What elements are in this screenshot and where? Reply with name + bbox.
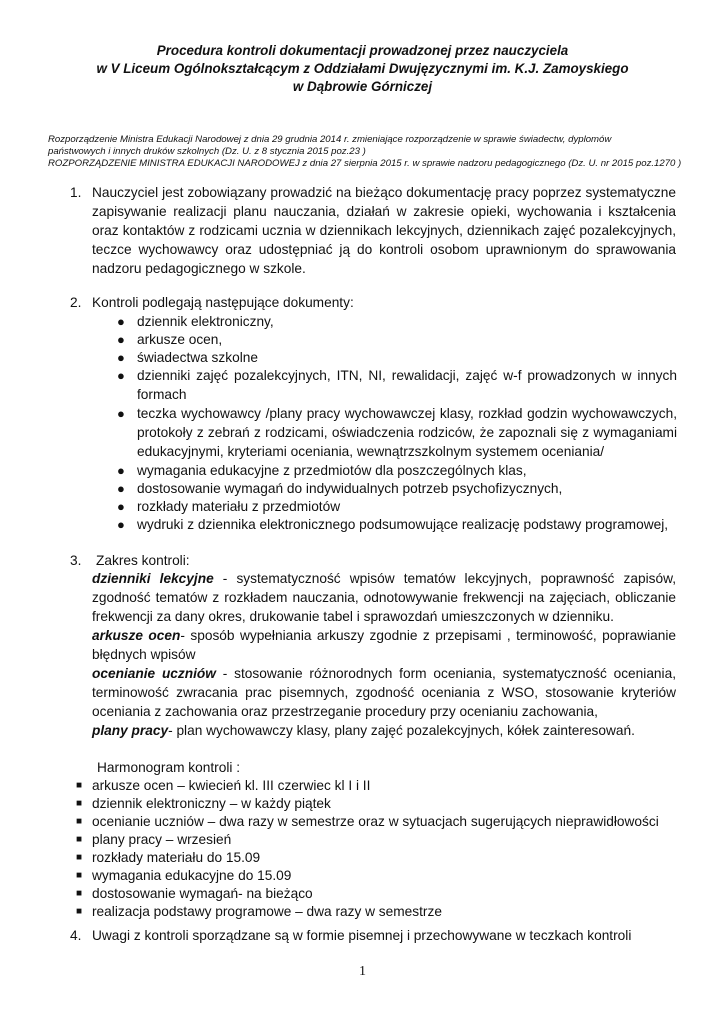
title-line-2: w V Liceum Ogólnokształcącym z Oddziałami Dwujęzycznymi im. K.J. Zamoyskiego (96, 61, 629, 76)
title-line-3: w Dąbrowie Górniczej (292, 79, 433, 94)
list-item: dzienniki zajęć pozalekcyjnych, ITN, NI, rewalidacji, zajęć w-f prowadzonych w innych formach (137, 368, 677, 402)
reference-line-1: Rozporządzenie Ministra Edukacji Narodowej z dnia 29 grudnia 2014 r. zmieniające rozporządzenie w sprawie świadectw, dyplomów (48, 134, 612, 145)
square-bullet-icon: ■ (76, 906, 83, 917)
scope-ocenianie (92, 664, 676, 721)
reference-line-2: państwowych i innych druków szkolnych (Dz. U. z 8 stycznia 2015 poz.23 ) (48, 146, 366, 158)
schedule-item: plany pracy – wrzesień (92, 832, 232, 847)
square-bullet-icon: ■ (76, 834, 83, 845)
scope-keyword: arkusze ocen (92, 628, 181, 643)
scope-keyword: plany pracy (92, 723, 169, 738)
square-bullet-icon: ■ (76, 852, 83, 863)
schedule-item: ocenianie uczniów – dwa razy w semestrze oraz w sytuacjach sugerujących nieprawidłowości (92, 814, 659, 829)
square-bullet-icon: ■ (76, 780, 83, 791)
square-bullet-icon: ■ (76, 888, 83, 899)
bullet-icon: ● (117, 481, 125, 496)
bullet-icon: ● (117, 463, 125, 478)
list-item: rozkłady materiału z przedmiotów (137, 499, 341, 514)
bullet-icon: ● (117, 517, 125, 532)
bullet-icon: ● (117, 332, 125, 347)
section-4-text: Uwagi z kontroli sporządzane są w formie pisemnej i przechowywane w teczkach kontroli (92, 928, 632, 943)
section-3-heading: Zakres kontroli: (96, 553, 190, 568)
reference-line-3: ROZPORZĄDZENIE MINISTRA EDUKACJI NARODOWEJ z dnia 27 sierpnia 2015 r. w sprawie nadzoru pedagogicznego (Dz. U. nr 2015 poz.1270 ) (48, 158, 682, 170)
scope-description: - systematyczność wpisów tematów lekcyjnych, poprawność zapisów, zgodność tematów z rozkładem nauczania, odnotowywanie frekwencji na zajęciach, obliczanie frekwencji za dany okres, drukowanie tabel i sprawozdań umieszczonych w dzienniku. (92, 571, 676, 624)
bullet-icon: ● (117, 368, 125, 383)
list-item: świadectwa szkolne (137, 350, 258, 365)
scope-keyword: dzienniki lekcyjne (92, 571, 214, 586)
section-2-intro: Kontroli podlegają następujące dokumenty: (92, 295, 354, 310)
square-bullet-icon: ■ (76, 816, 83, 827)
schedule-heading: Harmonogram kontroli : (97, 760, 241, 775)
list-item: teczka wychowawcy /plany pracy wychowawczej klasy, rozkład godzin wychowawczych, protokoły z zebrań z rodzicami, oświadczenia rodziców, że zapoznali się z wymaganiami edukacyjnymi, kryteriami oceniania, wewnątrzszkolnym systemem oceniania/ (137, 406, 677, 459)
scope-arkusze (92, 626, 676, 664)
schedule-item: arkusze ocen – kwiecień kl. III czerwiec kl I i II (92, 778, 371, 793)
list-item: wymagania edukacyjne z przedmiotów dla poszczególnych klas, (137, 463, 527, 478)
title-line-1: Procedura kontroli dokumentacji prowadzonej przez nauczyciela (156, 43, 569, 58)
square-bullet-icon: ■ (76, 870, 83, 881)
legal-references (48, 134, 688, 171)
bullet-icon: ● (117, 350, 125, 365)
schedule-item: realizacja podstawy programowe – dwa razy w semestrze (92, 904, 442, 919)
page-number: 1 (359, 964, 366, 979)
scope-description: - stosowanie różnorodnych form oceniania, systematyczność oceniania, terminowość zwracania prac pisemnych, zgodność oceniania z WSO, stosowanie kryteriów oceniania z zachowania oraz przestrzeganie procedury przy ocenianiu zachowania, (92, 666, 676, 719)
scope-description: - sposób wypełniania arkuszy zgodnie z przepisami , terminowość, poprawianie błędnych wpisów (92, 628, 676, 662)
list-item: wydruki z dziennika elektronicznego podsumowujące realizację podstawy programowej, (137, 517, 669, 532)
section-3-number: 3. (70, 553, 82, 568)
scope-description: - plan wychowawczy klasy, plany zajęć pozalekcyjnych, kółek zainteresowań. (168, 723, 635, 738)
list-item: dostosowanie wymagań do indywidualnych potrzeb psychofizycznych, (137, 481, 563, 496)
section-1-text: Nauczyciel jest zobowiązany prowadzić na bieżąco dokumentację pracy poprzez systematyczne zapisywanie realizacji planu nauczania, działań w zakresie opieki, wychowania i kształcenia oraz kontaktów z rodzicami ucznia w dziennikach lekcyjnych, dziennikach zajęć pozalekcyjnych, teczce wychowawcy oraz udostępniać ją do kontroli osobom uprawnionym do sprawowania nadzoru pedagogicznego w szkole. (92, 185, 676, 276)
bullet-icon: ● (117, 499, 125, 514)
schedule-item: wymagania edukacyjne do 15.09 (92, 868, 292, 883)
scope-dzienniki (92, 569, 676, 626)
square-bullet-icon: ■ (76, 798, 83, 809)
list-item: arkusze ocen, (137, 332, 223, 347)
schedule-item: rozkłady materiału do 15.09 (92, 850, 261, 865)
section-2-number: 2. (70, 295, 82, 310)
schedule-item: dziennik elektroniczny – w każdy piątek (92, 796, 331, 811)
document-title (60, 42, 665, 96)
scope-keyword: ocenianie uczniów (92, 666, 216, 681)
section-4-number: 4. (70, 928, 82, 943)
schedule-item: dostosowanie wymagań- na bieżąco (92, 886, 313, 901)
list-item: dziennik elektroniczny, (137, 314, 274, 329)
scope-plany (92, 721, 676, 740)
bullet-icon: ● (117, 314, 125, 329)
section-1-number: 1. (70, 185, 82, 200)
bullet-icon: ● (117, 406, 125, 421)
